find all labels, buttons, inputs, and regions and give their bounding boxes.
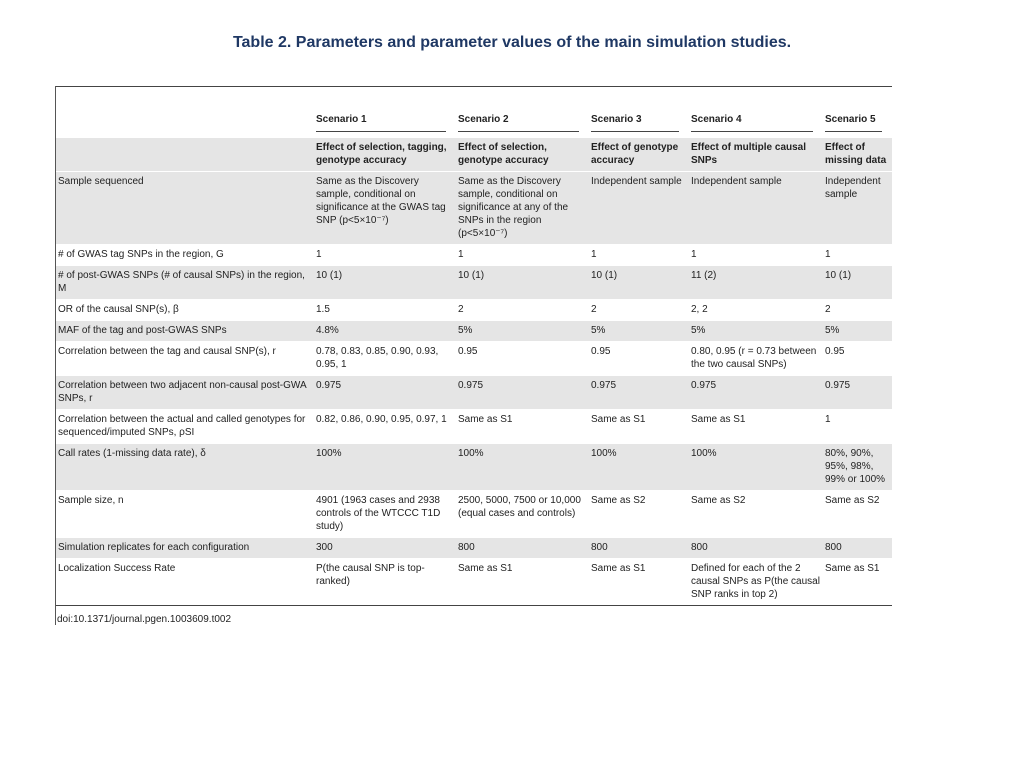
cell-value: 100% (314, 444, 456, 491)
row-label: Sample sequenced (56, 172, 314, 245)
cell-value: 0.975 (314, 376, 456, 410)
cell-value: 5% (823, 321, 892, 342)
cell-value: Same as S1 (823, 559, 892, 606)
cell-value: 1 (689, 245, 823, 266)
cell-value: 0.80, 0.95 (r = 0.73 between the two causal SNPs) (689, 342, 823, 376)
row-label: # of GWAS tag SNPs in the region, G (56, 245, 314, 266)
scenario-description: Effect of genotype accuracy (589, 138, 689, 172)
cell-value: 0.95 (823, 342, 892, 376)
row-label: MAF of the tag and post-GWAS SNPs (56, 321, 314, 342)
cell-value: 0.95 (589, 342, 689, 376)
cell-value: 5% (689, 321, 823, 342)
cell-value: Same as S1 (689, 410, 823, 444)
cell-value: 800 (689, 538, 823, 559)
row-label: Sample size, n (56, 491, 314, 538)
cell-value: 10 (1) (456, 266, 589, 300)
cell-value: Independent sample (589, 172, 689, 245)
cell-value: 100% (589, 444, 689, 491)
scenario-description: Effect of selection, genotype accuracy (456, 138, 589, 172)
cell-value: 2 (823, 300, 892, 321)
cell-value: 0.975 (689, 376, 823, 410)
cell-value: 0.82, 0.86, 0.90, 0.95, 0.97, 1 (314, 410, 456, 444)
row-label: Simulation replicates for each configuration (56, 538, 314, 559)
scenario-header: Scenario 4 (689, 107, 823, 138)
table-row (56, 538, 892, 559)
slide-title: Table 2. Parameters and parameter values of the main simulation studies. (232, 34, 792, 51)
doi-text: doi:10.1371/journal.pgen.1003609.t002 (57, 614, 232, 625)
table-row (56, 245, 892, 266)
table-row (56, 559, 892, 606)
cell-value: 0.95 (456, 342, 589, 376)
cell-value: 800 (456, 538, 589, 559)
cell-value: 2 (589, 300, 689, 321)
cell-value: 80%, 90%, 95%, 98%, 99% or 100% (823, 444, 892, 491)
cell-value: 1 (823, 410, 892, 444)
table-row (56, 300, 892, 321)
cell-value: 10 (1) (589, 266, 689, 300)
scenario-header: Scenario 2 (456, 107, 589, 138)
scenario-header-row (56, 107, 892, 138)
cell-value: 10 (1) (823, 266, 892, 300)
cell-value: P(the causal SNP is top-ranked) (314, 559, 456, 606)
cell-value: 800 (823, 538, 892, 559)
row-label: Call rates (1-missing data rate), δ (56, 444, 314, 491)
table-row (56, 172, 892, 245)
scenario-header: Scenario 3 (589, 107, 689, 138)
table-row (56, 444, 892, 491)
cell-value: 5% (589, 321, 689, 342)
scenario-description: Effect of missing data (823, 138, 892, 172)
cell-value: Defined for each of the 2 causal SNPs as P(the causal SNP ranks in top 2) (689, 559, 823, 606)
row-label: Correlation between two adjacent non-causal post-GWA SNPs, r (56, 376, 314, 410)
table-row (56, 266, 892, 300)
cell-value: Same as the Discovery sample, conditional on significance at any of the SNPs in the region (p<5×10⁻⁷) (456, 172, 589, 245)
table-row (56, 376, 892, 410)
cell-value: 2, 2 (689, 300, 823, 321)
cell-value: 800 (589, 538, 689, 559)
cell-value: Same as the Discovery sample, conditional on significance at the GWAS tag SNP (p<5×10⁻⁷) (314, 172, 456, 245)
row-label: Correlation between the tag and causal SNP(s), r (56, 342, 314, 376)
cell-value: 10 (1) (314, 266, 456, 300)
cell-value: Same as S2 (823, 491, 892, 538)
corner-cell (56, 107, 314, 138)
cell-value: Same as S1 (589, 410, 689, 444)
cell-value: 100% (456, 444, 589, 491)
row-label: OR of the causal SNP(s), β (56, 300, 314, 321)
table-row (56, 410, 892, 444)
cell-value: Same as S1 (456, 559, 589, 606)
row-label: Correlation between the actual and called genotypes for sequenced/imputed SNPs, ρSI (56, 410, 314, 444)
cell-value: 0.975 (589, 376, 689, 410)
cell-value: 4.8% (314, 321, 456, 342)
cell-value: 1 (314, 245, 456, 266)
row-label: Localization Success Rate (56, 559, 314, 606)
cell-value: 1 (823, 245, 892, 266)
table-figure (55, 86, 892, 625)
cell-value: 0.975 (823, 376, 892, 410)
table-body (56, 172, 892, 606)
corner-cell (56, 138, 314, 172)
cell-value: 2500, 5000, 7500 or 10,000 (equal cases and controls) (456, 491, 589, 538)
cell-value: 4901 (1963 cases and 2938 controls of the WTCCC T1D study) (314, 491, 456, 538)
scenario-header: Scenario 1 (314, 107, 456, 138)
cell-value: Same as S1 (456, 410, 589, 444)
parameters-table (56, 107, 892, 606)
cell-value: 2 (456, 300, 589, 321)
top-rule (56, 86, 892, 87)
description-header-row (56, 138, 892, 172)
cell-value: 1 (456, 245, 589, 266)
table-row (56, 321, 892, 342)
scenario-header: Scenario 5 (823, 107, 892, 138)
table-row (56, 491, 892, 538)
cell-value: 0.78, 0.83, 0.85, 0.90, 0.93, 0.95, 1 (314, 342, 456, 376)
cell-value: 100% (689, 444, 823, 491)
cell-value: 0.975 (456, 376, 589, 410)
cell-value: Same as S1 (589, 559, 689, 606)
cell-value: 11 (2) (689, 266, 823, 300)
cell-value: 1.5 (314, 300, 456, 321)
cell-value: Same as S2 (689, 491, 823, 538)
cell-value: 300 (314, 538, 456, 559)
cell-value: Independent sample (689, 172, 823, 245)
cell-value: 5% (456, 321, 589, 342)
cell-value: Independent sample (823, 172, 892, 245)
cell-value: 1 (589, 245, 689, 266)
scenario-description: Effect of multiple causal SNPs (689, 138, 823, 172)
table-row (56, 342, 892, 376)
scenario-description: Effect of selection, tagging, genotype accuracy (314, 138, 456, 172)
row-label: # of post-GWAS SNPs (# of causal SNPs) in the region, M (56, 266, 314, 300)
cell-value: Same as S2 (589, 491, 689, 538)
